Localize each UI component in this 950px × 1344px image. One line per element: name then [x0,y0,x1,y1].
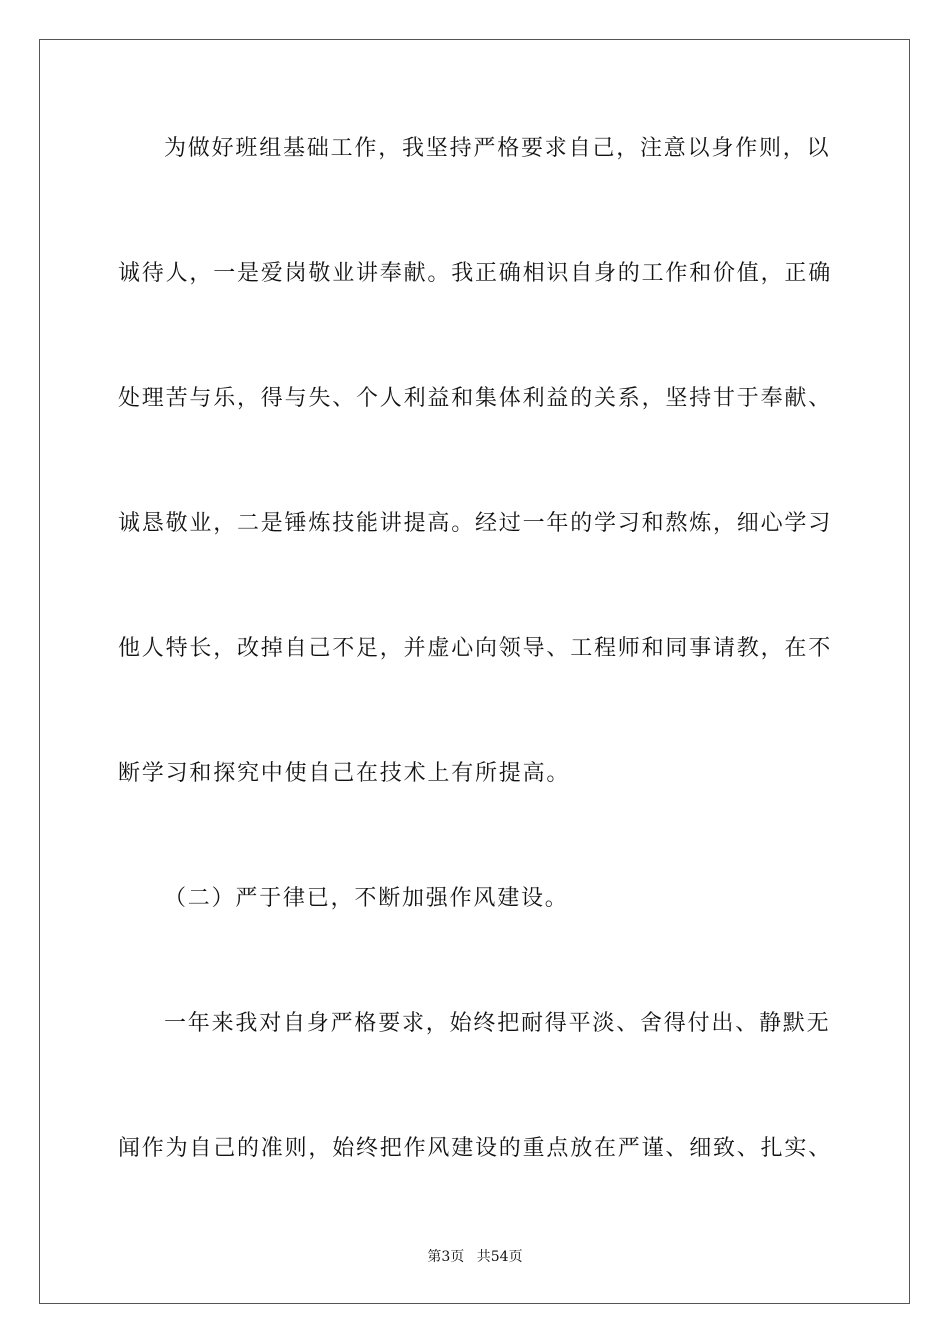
paragraph-line-5: 他人特长，改掉自己不足，并虚心向领导、工程师和同事请教，在不 [118,636,833,661]
page-footer [0,1248,950,1266]
total-pages: 共54页 [476,1249,523,1265]
section-heading: （二）严于律已，不断加强作风建设。 [164,886,569,911]
paragraph-line-4: 诚恳敬业，二是锤炼技能讲提高。经过一年的学习和熬炼，细心学习 [118,511,833,536]
paragraph-line-3: 处理苦与乐，得与失、个人利益和集体利益的关系，坚持甘于奉献、 [118,386,833,411]
current-page-number: 第3页 [427,1249,465,1265]
paragraph-line-1: 为做好班组基础工作，我坚持严格要求自己，注意以身作则，以 [164,136,831,161]
paragraph-line-6: 断学习和探究中使自己在技术上有所提高。 [118,761,571,786]
paragraph-line-8: 闻作为自己的准则，始终把作风建设的重点放在严谨、细致、扎实、 [118,1136,833,1161]
page-border [39,39,910,1304]
paragraph-line-2: 诚待人，一是爱岗敬业讲奉献。我正确相识自身的工作和价值，正确 [118,261,833,286]
paragraph-line-7: 一年来我对自身严格要求，始终把耐得平淡、舍得付出、静默无 [164,1011,831,1036]
